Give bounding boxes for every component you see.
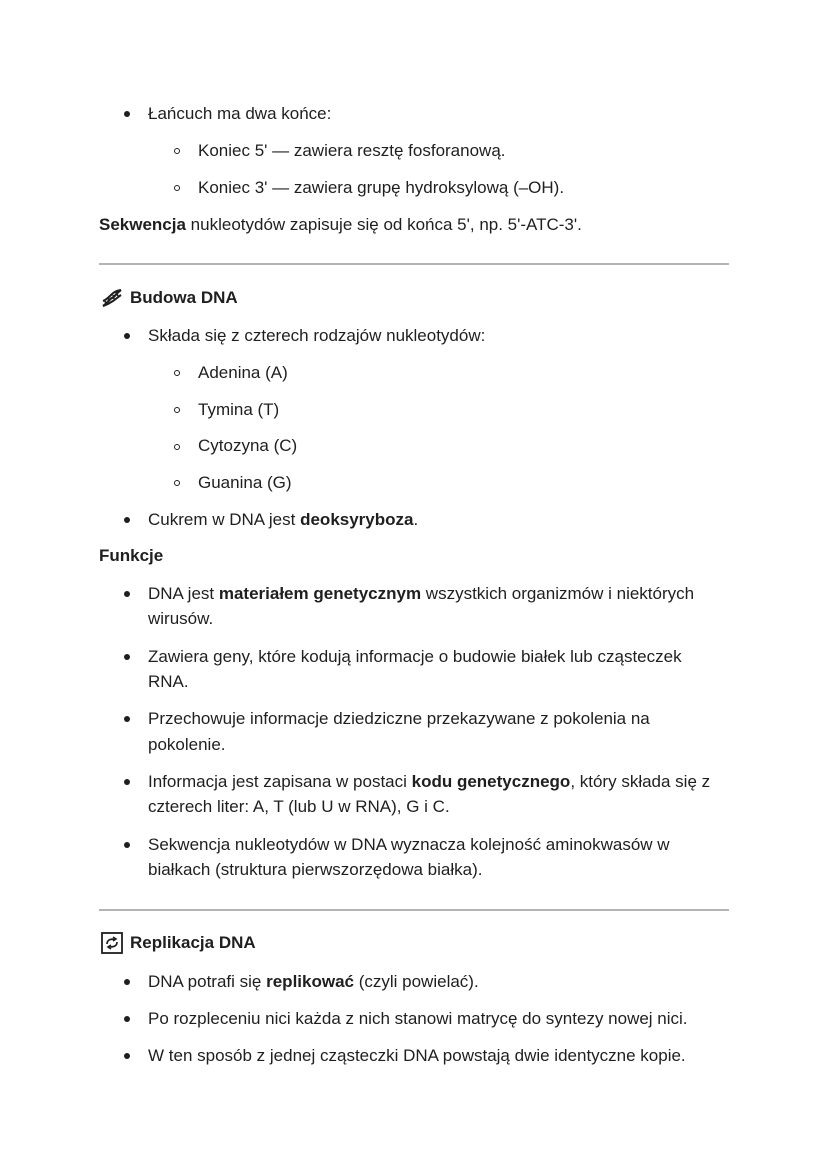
sub-bullet-circle [174,480,180,486]
funkcje-heading: Funkcje [99,546,164,565]
funkcje-item-3-line2: pokolenie. [148,735,226,754]
divider [99,909,729,911]
r1-pre: DNA potrafi się [148,972,267,991]
budowa-bullet-text: Składa się z czterech rodzajów nukleotydów: [148,326,486,345]
sugar-post: . [413,510,419,529]
bullet-dot [124,979,130,985]
r1-bold: replikować [266,972,354,991]
funkcje-item-2-line2: RNA. [148,672,189,691]
nucleotide-item: Tymina (T) [198,400,280,419]
intro-sub-text-2: Koniec 3' — zawiera grupę hydroksylową (–OH). [198,178,565,197]
bullet-dot [124,1016,130,1022]
bullet-dot [124,1053,130,1059]
funkcje-item-1-line2: wirusów. [148,609,214,628]
budowa-heading: Budowa DNA [130,288,238,307]
funkcje-item-3: Przechowuje informacje dziedziczne przekazywane z pokolenia na [148,709,650,728]
sub-bullet-circle [174,148,180,154]
funkcje-item-4 [148,771,710,793]
replikacja-heading: Replikacja DNA [130,933,256,952]
sequence-bold: Sekwencja [99,215,186,234]
sequence-paragraph [99,214,582,236]
replikacja-item-3: W ten sposób z jednej cząsteczki DNA powstają dwie identyczne kopie. [148,1046,686,1065]
f4-pre: Informacja jest zapisana w postaci [148,772,412,791]
bullet-dot [124,716,130,722]
nucleotide-item: Adenina (A) [198,363,288,382]
r1-post: (czyli powielać). [353,972,479,991]
nucleotide-item: Cytozyna (C) [198,436,298,455]
replikacja-item-1 [148,971,479,993]
sugar-text [148,509,418,531]
dna-icon [100,287,124,309]
sub-bullet-circle [174,444,180,450]
bullet-dot [124,654,130,660]
bullet-dot [124,333,130,339]
bullet-dot [124,591,130,597]
bullet-dot [124,517,130,523]
f1-pre: DNA jest [148,584,219,603]
replikacja-item-2: Po rozpleceniu nici każda z nich stanowi matrycę do syntezy nowej nici. [148,1009,688,1028]
f1-post: wszystkich organizmów i niektórych [421,584,695,603]
bullet-dot [124,779,130,785]
bullet-dot [124,842,130,848]
funkcje-item-4-line2: czterech liter: A, T (lub U w RNA), G i C. [148,797,450,816]
sequence-rest: nukleotydów zapisuje się od końca 5', np. 5'-ATC-3'. [185,215,582,234]
sub-bullet-circle [174,370,180,376]
sugar-pre: Cukrem w DNA jest [148,510,301,529]
funkcje-item-5: Sekwencja nukleotydów w DNA wyznacza kolejność aminokwasów w [148,835,670,854]
sub-bullet-circle [174,407,180,413]
f1-bold: materiałem genetycznym [218,584,422,603]
repeat-icon [101,932,123,954]
nucleotide-item: Guanina (G) [198,473,292,492]
bullet-dot [124,111,130,117]
intro-bullet-text: Łańcuch ma dwa końce: [148,104,332,123]
sugar-bold: deoksyryboza [300,510,414,529]
funkcje-item-1 [148,583,694,605]
funkcje-item-5-line2: białkach (struktura pierwszorzędowa białka). [148,860,483,879]
funkcje-item-2: Zawiera geny, które kodują informacje o budowie białek lub cząsteczek [148,647,682,666]
divider [99,263,729,265]
f4-post: , który składa się z [570,772,711,791]
f4-bold: kodu genetycznego [411,772,571,791]
intro-sub-text-1: Koniec 5' — zawiera resztę fosforanową. [198,141,506,160]
sub-bullet-circle [174,185,180,191]
